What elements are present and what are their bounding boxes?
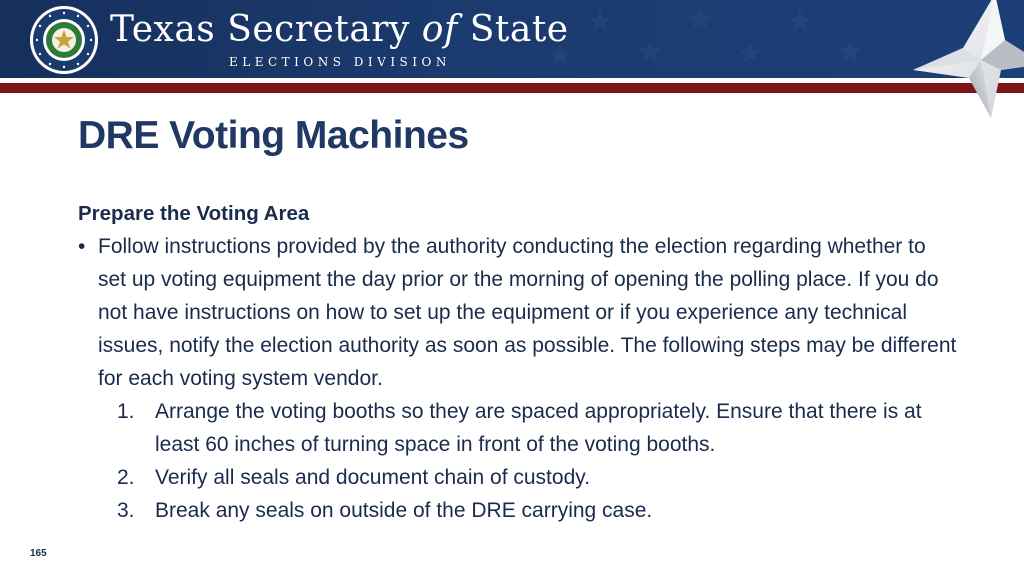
slide-body bbox=[78, 230, 958, 527]
step-number: 3. bbox=[117, 499, 135, 522]
step-text: Arrange the voting booths so they are spaced appropriately. Ensure that there is at least 60 inches of turning space in front of the voting booths. bbox=[155, 400, 922, 456]
step-text: Break any seals on outside of the DRE carrying case. bbox=[155, 499, 653, 522]
header-banner bbox=[0, 0, 1024, 78]
title-of: of bbox=[421, 9, 458, 50]
section-heading: Prepare the Voting Area bbox=[78, 202, 310, 225]
header-stripe-red bbox=[0, 83, 1024, 93]
site-subtitle: ELECTIONS DIVISION bbox=[229, 55, 451, 69]
steps-list bbox=[78, 395, 958, 527]
step-number: 1. bbox=[117, 400, 135, 423]
bullet-dot: • bbox=[78, 235, 86, 258]
title-part1: Texas Secretary bbox=[110, 9, 410, 50]
bullet-text: Follow instructions provided by the authority conducting the election regarding whether to set up voting equipment the day prior or the morning of opening the polling place. If you do not have instructions on how to set up the equipment or if you experience any technical issues, notify the election authority as soon as possible. The following steps may be different for each voting system vendor. bbox=[98, 235, 957, 390]
step-item bbox=[78, 461, 958, 494]
slide-title: DRE Voting Machines bbox=[78, 114, 469, 157]
step-item bbox=[78, 395, 958, 461]
step-text: Verify all seals and document chain of custody. bbox=[155, 466, 591, 489]
title-part2: State bbox=[469, 9, 569, 50]
page-number: 165 bbox=[30, 548, 47, 559]
step-number: 2. bbox=[117, 466, 135, 489]
step-item bbox=[78, 494, 958, 527]
silver-star-icon bbox=[905, 0, 1024, 128]
bullet-item bbox=[78, 230, 958, 395]
site-title bbox=[110, 8, 569, 52]
texas-seal-icon bbox=[29, 5, 99, 75]
